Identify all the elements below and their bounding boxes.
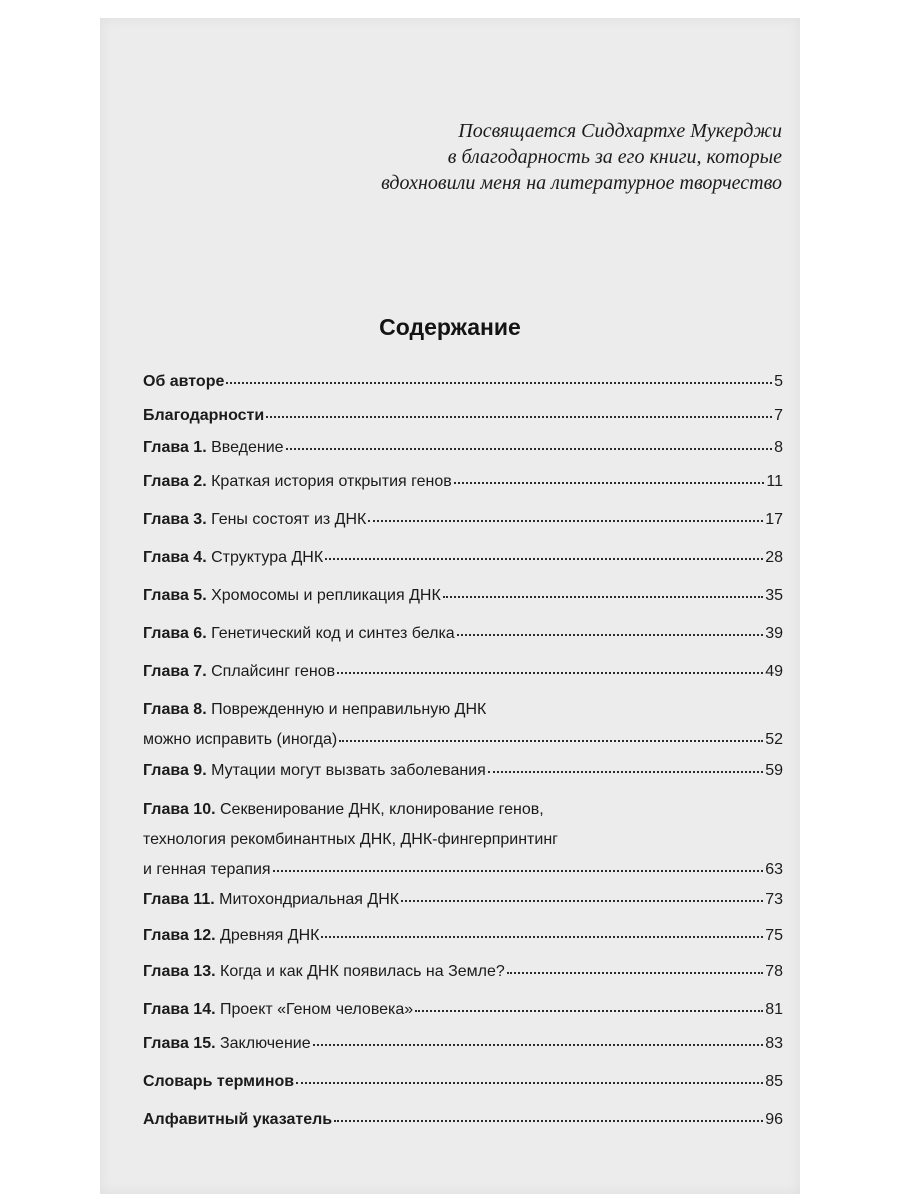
dot-leader: [226, 379, 772, 384]
toc-entry-continuation: технология рекомбинантных ДНК, ДНК-фингерпринтинг: [143, 831, 558, 848]
toc-entry: [143, 960, 783, 990]
toc-entry: [143, 1032, 783, 1062]
dedication-line: Посвящается Сиддхартхе Мукерджи: [458, 120, 782, 142]
toc-entry-prefix: Глава 10.: [143, 801, 216, 818]
toc-entry-continuation: можно исправить (иногда): [143, 731, 338, 748]
toc-entry: [143, 660, 783, 690]
toc-page-number: 49: [765, 663, 783, 680]
toc-entry-prefix: Глава 1.: [143, 439, 207, 456]
toc-entry-title: Древняя ДНК: [215, 927, 320, 944]
toc-page-number: 28: [765, 549, 783, 566]
toc-page-number: 78: [765, 963, 783, 980]
dedication-line: вдохновили меня на литературное творчество: [381, 172, 782, 194]
dot-leader: [401, 897, 763, 902]
toc-page-number: 5: [774, 373, 783, 390]
toc-page-number: 81: [765, 1001, 783, 1018]
toc-entry: [143, 546, 783, 576]
dot-leader: [313, 1041, 764, 1046]
toc-entry-title: Секвенирование ДНК, клонирование генов,: [215, 801, 544, 818]
toc-page-number: 59: [765, 762, 783, 779]
dedication: [148, 118, 782, 196]
toc-entry-title: Мутации могут вызвать заболевания: [206, 762, 486, 779]
toc-entry: [143, 470, 783, 500]
toc-entry-title: Введение: [206, 439, 284, 456]
toc-entry-prefix: Глава 5.: [143, 587, 207, 604]
toc-page-number: 96: [765, 1111, 783, 1128]
toc-entry: [143, 1108, 783, 1138]
toc-entry: [143, 759, 783, 789]
toc-entry-prefix: Глава 6.: [143, 625, 207, 642]
dedication-line: в благодарность за его книги, которые: [447, 146, 782, 168]
toc-entry-prefix: Глава 14.: [143, 1001, 216, 1018]
toc-entry-title: Митохондриальная ДНК: [214, 891, 400, 908]
toc-page-number: 8: [774, 439, 783, 456]
dot-leader: [443, 593, 763, 598]
toc-entry-title: Проект «Геном человека»: [215, 1001, 414, 1018]
toc-entry-title: Хромосомы и репликация ДНК: [206, 587, 441, 604]
toc-entry-title: Генетический код и синтез белка: [206, 625, 455, 642]
toc-entry-prefix: Глава 7.: [143, 663, 207, 680]
toc-entry: [143, 924, 783, 954]
toc-title: Содержание: [379, 314, 521, 340]
toc-page-number: 63: [765, 861, 783, 878]
dot-leader: [334, 1117, 763, 1122]
dot-leader: [457, 631, 764, 636]
toc-entry-title: Когда и как ДНК появилась на Земле?: [215, 963, 505, 980]
toc-entry-prefix: Благодарности: [143, 407, 265, 424]
toc-page-number: 75: [765, 927, 783, 944]
toc-entry: [143, 370, 783, 400]
toc-entry: [143, 404, 783, 434]
toc-entry: [143, 698, 783, 758]
dot-leader: [296, 1079, 763, 1084]
toc-entry-title: Заключение: [215, 1035, 311, 1052]
toc-entry-prefix: Словарь терминов: [143, 1073, 295, 1090]
toc-entry: [143, 998, 783, 1028]
toc-entry-prefix: Глава 8.: [143, 701, 207, 718]
toc-entry-prefix: Глава 11.: [143, 891, 215, 908]
toc-entry: [143, 798, 783, 888]
toc-entry-prefix: Глава 3.: [143, 511, 207, 528]
dot-leader: [266, 413, 772, 418]
dot-leader: [368, 517, 763, 522]
toc-entry-prefix: Глава 2.: [143, 473, 207, 490]
toc-entry-prefix: Глава 4.: [143, 549, 207, 566]
toc-entry: [143, 508, 783, 538]
dot-leader: [507, 969, 763, 974]
dot-leader: [337, 669, 763, 674]
dot-leader: [454, 479, 765, 484]
toc-page-number: 85: [765, 1073, 783, 1090]
dot-leader: [325, 555, 763, 560]
toc-entry-prefix: Алфавитный указатель: [143, 1111, 333, 1128]
toc-page-number: 39: [765, 625, 783, 642]
toc-entry-prefix: Глава 12.: [143, 927, 216, 944]
dot-leader: [339, 737, 763, 742]
toc-page-number: 73: [765, 891, 783, 908]
dot-leader: [321, 933, 763, 938]
dot-leader: [273, 867, 764, 872]
toc-entry-prefix: Глава 15.: [143, 1035, 216, 1052]
toc-entry-prefix: Глава 9.: [143, 762, 207, 779]
toc-entry-prefix: Об авторе: [143, 373, 225, 390]
dot-leader: [488, 768, 763, 773]
toc-entry-prefix: Глава 13.: [143, 963, 216, 980]
toc-entry-title: Гены состоят из ДНК: [206, 511, 367, 528]
toc-page-number: 52: [765, 731, 783, 748]
toc-entry-continuation: и генная терапия: [143, 861, 271, 878]
toc-page-number: 35: [765, 587, 783, 604]
toc-page-number: 11: [766, 473, 783, 490]
toc-entry: [143, 622, 783, 652]
toc-entry-title: Краткая история открытия генов: [206, 473, 452, 490]
toc-page-number: 7: [774, 407, 783, 424]
toc-entry-title: Сплайсинг генов: [206, 663, 336, 680]
dot-leader: [415, 1007, 763, 1012]
dot-leader: [286, 445, 773, 450]
toc-entry: [143, 1070, 783, 1100]
toc-entry-title: Поврежденную и неправильную ДНК: [206, 701, 487, 718]
toc-entry: [143, 584, 783, 614]
toc-page-number: 17: [765, 511, 783, 528]
toc-page-number: 83: [765, 1035, 783, 1052]
toc-entry: [143, 436, 783, 466]
toc-entry: [143, 888, 783, 918]
toc-entry-title: Структура ДНК: [206, 549, 324, 566]
